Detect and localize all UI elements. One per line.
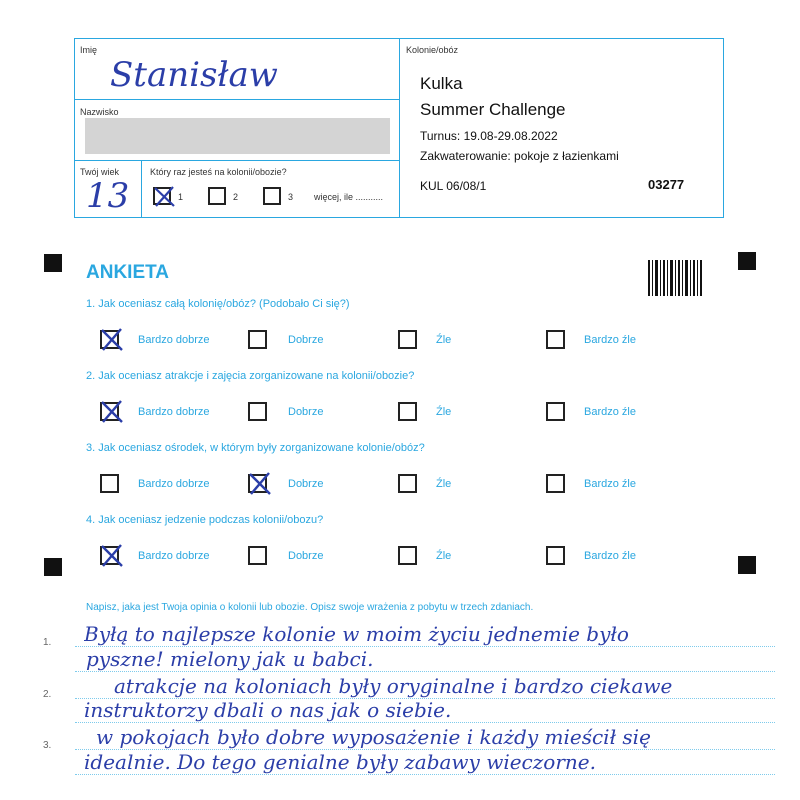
answer-checkbox[interactable] xyxy=(248,546,267,565)
camp-number: 03277 xyxy=(648,177,685,192)
answer-label: Źle xyxy=(436,550,452,562)
times-option-1-label: 1 xyxy=(178,192,184,202)
answer-label: Źle xyxy=(436,478,452,490)
accommodation-info: Zakwaterowanie: pokoje z łazienkami xyxy=(420,149,619,163)
scan-marker-bottom-left xyxy=(44,558,62,576)
handwritten-line: instruktorzy dbali o nas jak o siebie. xyxy=(84,698,452,722)
line-number: 2. xyxy=(43,689,52,700)
name-value: Stanisław xyxy=(110,55,278,95)
scan-marker-bottom-right xyxy=(738,556,756,574)
times-option-3-label: 3 xyxy=(288,192,294,202)
question-text: 3. Jak oceniasz ośrodek, w którym były zorganizowane kolonie/obóz? xyxy=(86,442,425,454)
opinion-prompt: Napisz, jaka jest Twoja opinia o kolonii lub obozie. Opisz swoje wrażenia z pobytu w trzech zdaniach. xyxy=(86,602,534,613)
handwritten-line: idealnie. Do tego genialne były zabawy wieczorne. xyxy=(84,750,596,774)
camp-subtitle: Summer Challenge xyxy=(420,100,566,119)
times-more-label: więcej, ile ........... xyxy=(314,192,384,202)
answer-checkbox[interactable] xyxy=(398,546,417,565)
answer-label: Bardzo dobrze xyxy=(138,406,210,418)
checkmark-x-icon xyxy=(99,327,125,353)
answer-label: Dobrze xyxy=(288,406,324,418)
answer-checkbox[interactable] xyxy=(546,330,565,349)
answer-label: Bardzo dobrze xyxy=(138,478,210,490)
question-text: 1. Jak oceniasz całą kolonię/obóz? (Podobało Ci się?) xyxy=(86,298,350,310)
answer-checkbox[interactable] xyxy=(248,474,267,493)
answer-label: Bardzo źle xyxy=(584,406,636,418)
camp-name: Kulka xyxy=(420,74,463,93)
surname-redacted xyxy=(85,118,390,154)
camp-code: KUL 06/08/1 xyxy=(420,179,487,193)
handwritten-line: w pokojach było dobre wyposażenie i każdy mieścił się xyxy=(96,725,651,749)
line-number: 3. xyxy=(43,740,52,751)
answer-label: Bardzo dobrze xyxy=(138,334,210,346)
times-option-1[interactable] xyxy=(153,187,171,205)
answer-checkbox[interactable] xyxy=(398,330,417,349)
answer-checkbox[interactable] xyxy=(546,546,565,565)
camp-label: Kolonie/obóz xyxy=(406,45,459,55)
checkmark-x-icon xyxy=(99,543,125,569)
times-label: Który raz jesteś na kolonii/obozie? xyxy=(150,167,287,177)
answer-checkbox[interactable] xyxy=(248,330,267,349)
writing-line xyxy=(75,671,775,672)
handwritten-line: atrakcje na koloniach były oryginalne i bardzo ciekawe xyxy=(114,674,673,698)
header-rule xyxy=(74,99,399,100)
times-option-2-label: 2 xyxy=(233,192,239,202)
question-text: 2. Jak oceniasz atrakcje i zajęcia zorganizowane na kolonii/obozie? xyxy=(86,370,415,382)
scan-marker-top-right xyxy=(738,252,756,270)
checkmark-x-icon xyxy=(247,471,273,497)
surname-label: Nazwisko xyxy=(80,107,119,117)
answer-label: Bardzo źle xyxy=(584,550,636,562)
answer-label: Bardzo dobrze xyxy=(138,550,210,562)
answer-label: Źle xyxy=(436,406,452,418)
answer-checkbox[interactable] xyxy=(248,402,267,421)
age-value: 13 xyxy=(86,176,130,216)
header-divider xyxy=(399,38,400,218)
answer-checkbox[interactable] xyxy=(398,402,417,421)
answer-label: Bardzo źle xyxy=(584,478,636,490)
age-label: Twój wiek xyxy=(80,167,120,177)
writing-line xyxy=(75,722,775,723)
answer-label: Dobrze xyxy=(288,478,324,490)
times-checkbox-1[interactable] xyxy=(153,187,171,205)
answer-label: Bardzo źle xyxy=(584,334,636,346)
answer-checkbox[interactable] xyxy=(100,546,119,565)
question-text: 4. Jak oceniasz jedzenie podczas kolonii/obozu? xyxy=(86,514,324,526)
barcode-icon xyxy=(648,260,702,296)
answer-checkbox[interactable] xyxy=(100,474,119,493)
turnus-info: Turnus: 19.08-29.08.2022 xyxy=(420,129,558,143)
answer-checkbox[interactable] xyxy=(546,474,565,493)
answer-label: Dobrze xyxy=(288,550,324,562)
times-checkbox-3[interactable] xyxy=(263,187,281,205)
checkmark-x-icon xyxy=(99,399,125,425)
name-label: Imię xyxy=(80,45,98,55)
answer-label: Dobrze xyxy=(288,334,324,346)
answer-checkbox[interactable] xyxy=(546,402,565,421)
answer-checkbox[interactable] xyxy=(100,330,119,349)
writing-line xyxy=(75,774,775,775)
answer-checkbox[interactable] xyxy=(100,402,119,421)
handwritten-line: Byłą to najlepsze kolonie w moim życiu jednemie było xyxy=(84,622,629,646)
answer-checkbox[interactable] xyxy=(398,474,417,493)
header-rule xyxy=(74,160,399,161)
times-checkbox-2[interactable] xyxy=(208,187,226,205)
header-rule xyxy=(141,160,142,218)
survey-title: ANKIETA xyxy=(86,262,170,283)
line-number: 1. xyxy=(43,637,52,648)
answer-label: Źle xyxy=(436,334,452,346)
scan-marker-top-left xyxy=(44,254,62,272)
handwritten-line: pyszne! mielony jak u babci. xyxy=(86,647,374,671)
